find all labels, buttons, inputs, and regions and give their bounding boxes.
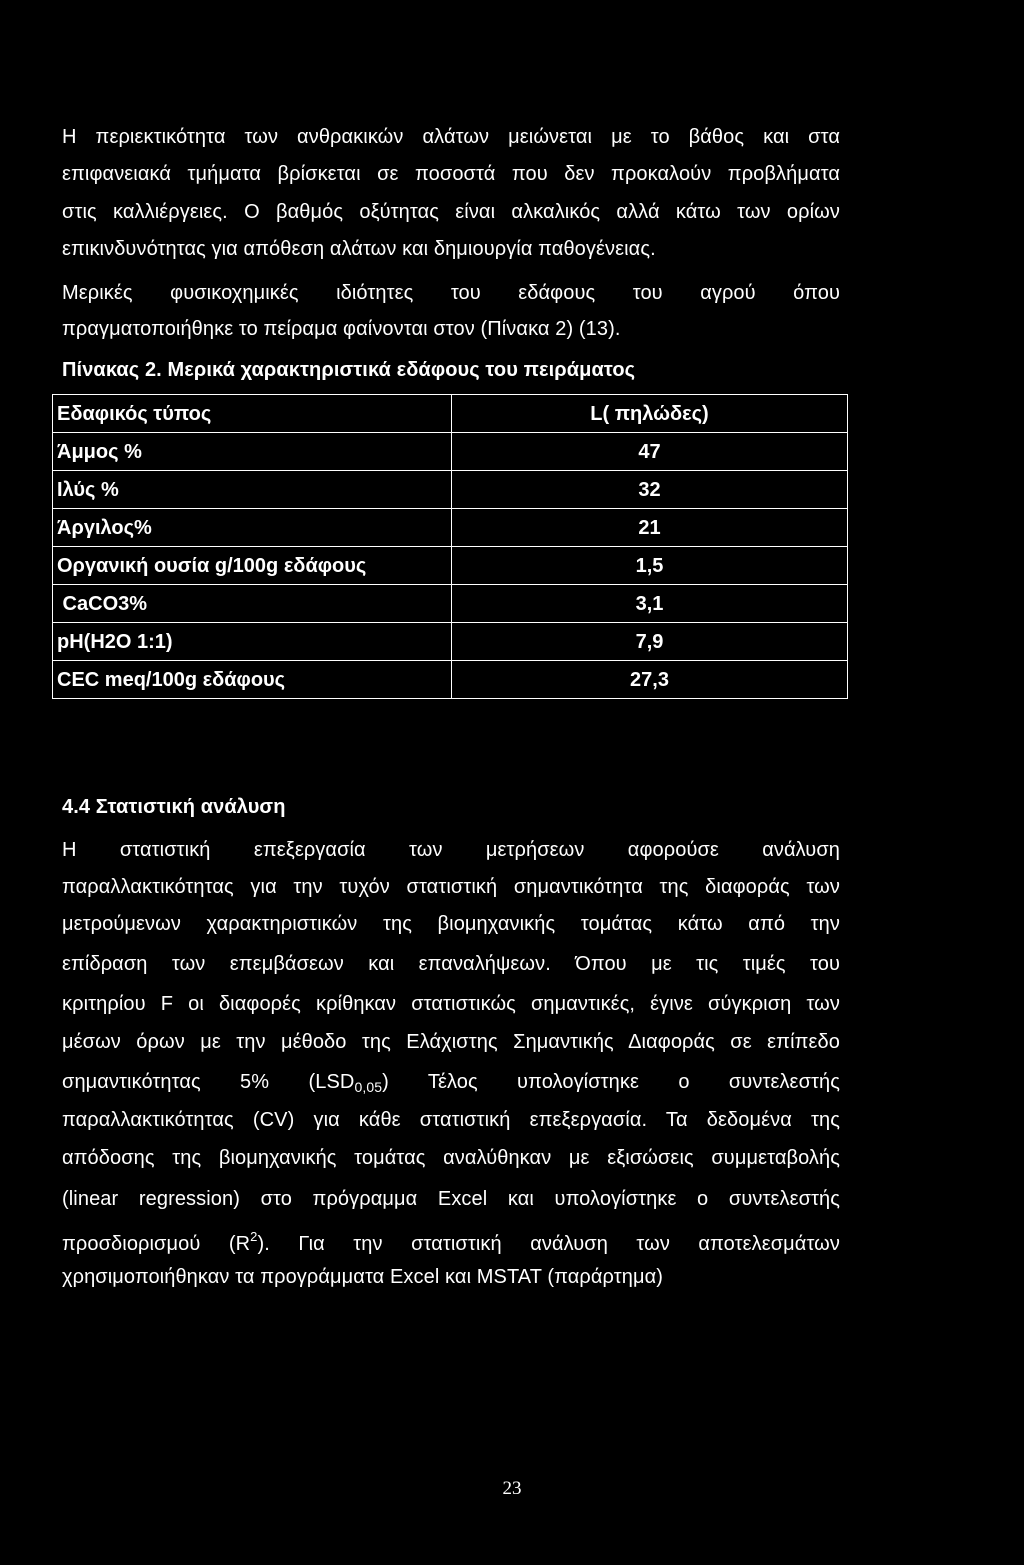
row-label: Ιλύς %	[53, 471, 452, 509]
intro-line-2: επιφανειακά τμήματα βρίσκεται σε ποσοστά που δεν προκαλούν προβλήματα	[62, 163, 840, 185]
table-row	[53, 585, 848, 623]
intro-line-5: Μερικές φυσικοχημικές ιδιότητες του εδάφους του αγρού όπου	[62, 282, 840, 304]
row-label: CEC meq/100g εδάφους	[53, 661, 452, 699]
intro-line-4: επικινδυνότητας για απόθεση αλάτων και δημιουργία παθογένειας.	[62, 238, 656, 260]
intro-line-3: στις καλλιέργειες. Ο βαθμός οξύτητας είναι αλκαλικός αλλά κάτω των ορίων	[62, 201, 840, 223]
table-header-label: Εδαφικός τύπος	[53, 395, 452, 433]
table-caption: Πίνακας 2. Μερικά χαρακτηριστικά εδάφους του πειράματος	[62, 359, 636, 381]
section-line-10: (linear regression) στο πρόγραμμα Excel και υπολογίστηκε ο συντελεστής	[62, 1188, 840, 1210]
row-label: CaCO3%	[53, 585, 452, 623]
table-row	[53, 471, 848, 509]
table-header-row	[53, 395, 848, 433]
lsd-text-before: σημαντικότητας 5% $(LSD_{0,05})$ Τέλος υπολογίστηκε ο συντελεστής	[62, 1071, 840, 1095]
row-value: 21	[452, 509, 848, 547]
r2-superscript: 2	[250, 1229, 258, 1244]
row-value: 32	[452, 471, 848, 509]
table-row	[53, 509, 848, 547]
table-row	[53, 433, 848, 471]
table-header-value: L( πηλώδες)	[452, 395, 848, 433]
section-line-4: επίδραση των επεμβάσεων και επαναλήψεων. Όπου με τις τιμές του	[62, 953, 840, 975]
section-line-r2	[62, 1225, 840, 1256]
lsd-subscript: 0,05	[354, 1079, 383, 1095]
page-number: 23	[502, 1478, 522, 1499]
table-row	[53, 547, 848, 585]
row-value: 47	[452, 433, 848, 471]
row-label: Οργανική ουσία g/100g εδάφους	[53, 547, 452, 585]
row-value: 27,3	[452, 661, 848, 699]
section-line-lsd	[62, 1070, 840, 1099]
section-line-last: χρησιμοποιήθηκαν τα προγράμματα Excel και MSTAT (παράρτημα)	[62, 1266, 664, 1288]
row-label: Άργιλος%	[53, 509, 452, 547]
section-line-5: κριτηρίου F οι διαφορές κρίθηκαν στατιστικώς σημαντικές, έγινε σύγκριση των	[62, 993, 840, 1015]
section-line-1: Η στατιστική επεξεργασία των μετρήσεων αφορούσε ανάλυση	[62, 839, 840, 861]
row-value: 3,1	[452, 585, 848, 623]
intro-line-1: Η περιεκτικότητα των ανθρακικών αλάτων μειώνεται με το βάθος και στα	[62, 126, 840, 148]
table-row	[53, 661, 848, 699]
table-row	[53, 623, 848, 661]
row-label: pH(H2O 1:1)	[53, 623, 452, 661]
intro-line-6: πραγματοποιήθηκε το πείραμα φαίνονται στον (Πίνακα 2) (13).	[62, 318, 621, 340]
soil-properties-table	[52, 394, 848, 699]
row-value: 1,5	[452, 547, 848, 585]
section-line-3: μετρούμενων χαρακτηριστικών της βιομηχανικής τομάτας κάτω από την	[62, 913, 840, 935]
row-value: 7,9	[452, 623, 848, 661]
section-line-6: μέσων όρων με την μέθοδο της Ελάχιστης Σημαντικής Διαφοράς σε επίπεδο	[62, 1031, 840, 1053]
section-line-2: παραλλακτικότητας για την τυχόν στατιστική σημαντικότητα της διαφοράς των	[62, 876, 840, 898]
section-heading: 4.4 Στατιστική ανάλυση	[62, 796, 286, 818]
row-label: Άμμος %	[53, 433, 452, 471]
section-line-9: απόδοσης της βιομηχανικής τομάτας αναλύθηκαν με εξισώσεις συμμεταβολής	[62, 1147, 840, 1169]
section-line-8: παραλλακτικότητας (CV) για κάθε στατιστική επεξεργασία. Τα δεδομένα της	[62, 1109, 840, 1131]
r2-text: προσδιορισμού $(R^2)$. Για την στατιστική ανάλυση των αποτελεσμάτων	[62, 1229, 840, 1255]
